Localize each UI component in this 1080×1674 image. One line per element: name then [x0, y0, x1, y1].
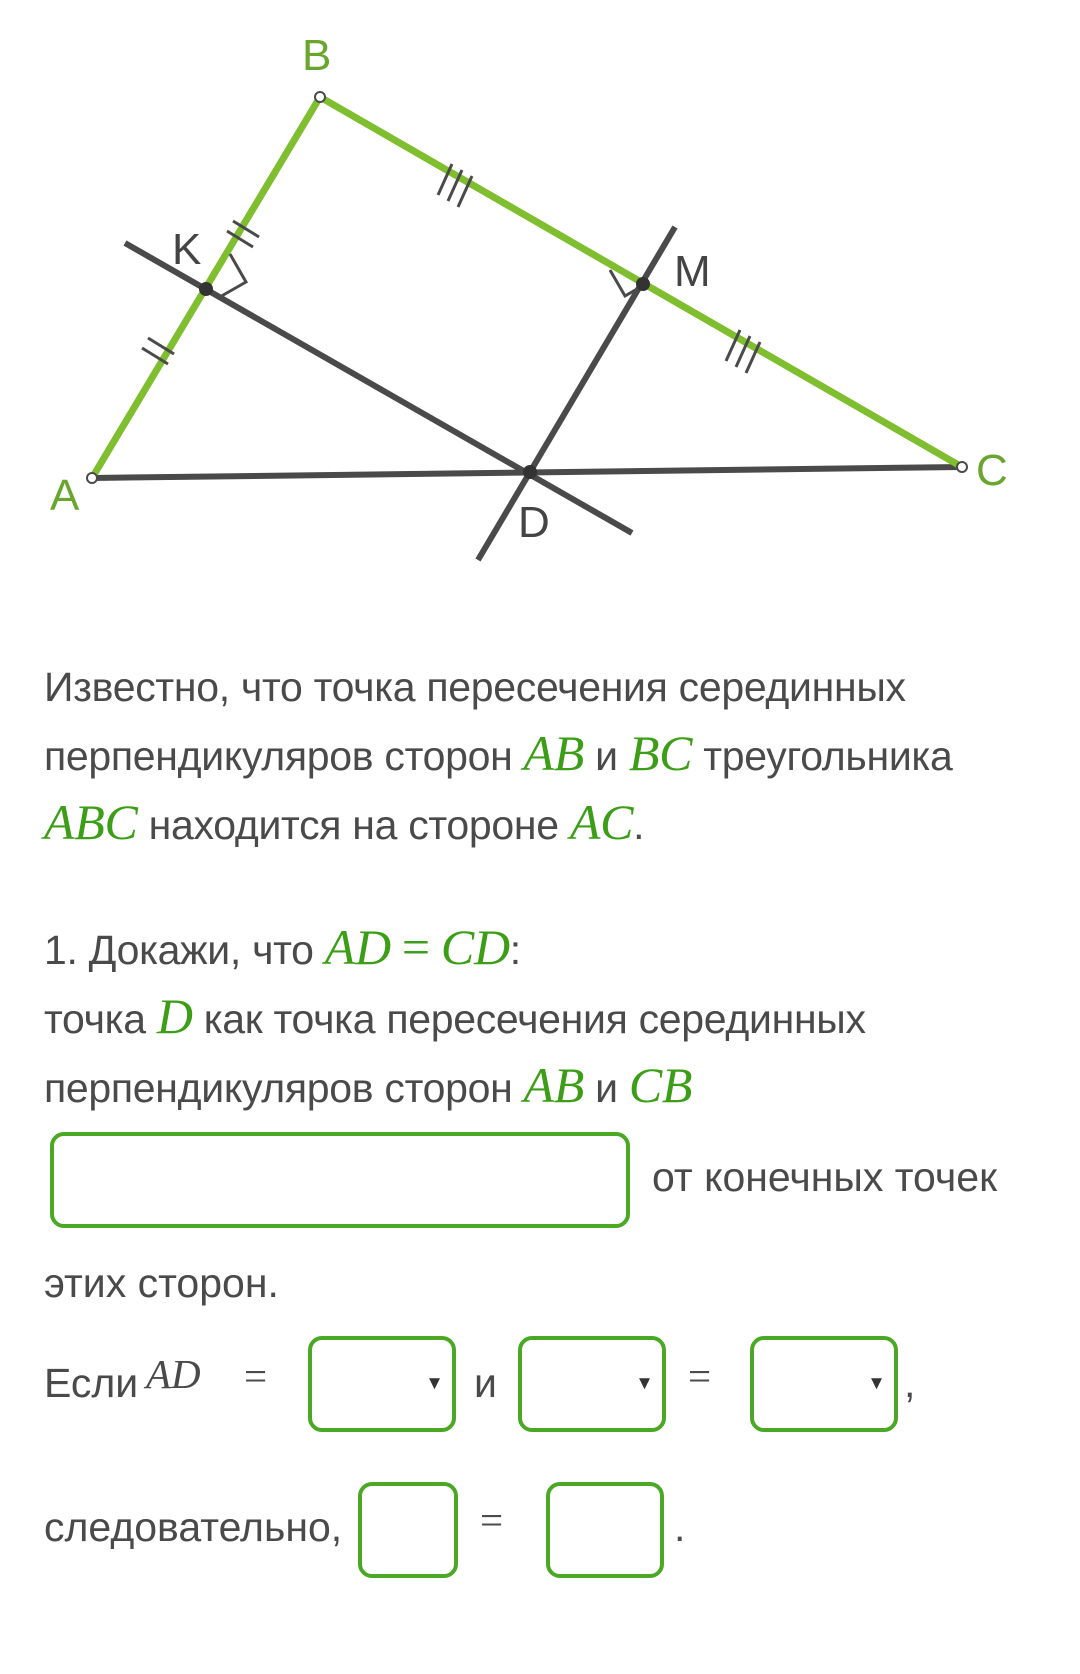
point-k: [199, 282, 213, 296]
therefore-period: .: [674, 1504, 686, 1550]
therefore-eq: =: [480, 1497, 504, 1543]
label-m: M: [674, 247, 711, 296]
tick-marks-ak: [142, 338, 174, 364]
point-b: [315, 92, 325, 102]
intro-line-2: перпендикуляров сторон AB и BC треугольника: [44, 725, 953, 781]
label-a: A: [50, 471, 80, 520]
math-bc: BC: [628, 725, 693, 781]
point-a: [87, 473, 97, 483]
answer-input[interactable]: [50, 1132, 630, 1228]
step1-line-2: точка D как точка пересечения серединных: [44, 988, 866, 1044]
bisector-line-m: [478, 227, 675, 560]
problem-statement: [44, 654, 1044, 858]
chevron-down-icon: ▾: [428, 1369, 440, 1395]
final-box-2[interactable]: [546, 1482, 664, 1578]
select-3[interactable]: [750, 1336, 898, 1432]
step1-line-1: 1. Докажи, что AD = CD:: [44, 919, 521, 975]
if-eq-1: =: [244, 1353, 268, 1399]
final-box-1[interactable]: [358, 1482, 458, 1578]
chevron-down-icon: ▾: [638, 1369, 650, 1395]
select-2[interactable]: [518, 1336, 666, 1432]
step1-line-3: перпендикуляров сторон AB и CB: [44, 1057, 693, 1113]
intro-line-1: Известно, что точка пересечения серединных: [44, 664, 906, 710]
step1-statement: [44, 914, 1044, 1121]
chevron-down-icon: ▾: [870, 1369, 882, 1395]
point-m: [636, 277, 650, 291]
therefore-label: следовательно,: [44, 1504, 343, 1550]
intro-line-3: ABC находится на стороне AC.: [44, 794, 645, 850]
math-abc: ABC: [44, 794, 138, 850]
label-d: D: [518, 498, 550, 547]
select-1[interactable]: [308, 1336, 456, 1432]
if-and: и: [474, 1360, 497, 1406]
triangle-diagram: [0, 0, 1080, 600]
if-ad: AD: [146, 1351, 201, 1397]
if-comma: ,: [904, 1360, 916, 1406]
math-ab: AB: [523, 725, 585, 781]
label-b: B: [302, 31, 332, 80]
if-eq-2: =: [688, 1353, 712, 1399]
after-input-text: от конечных точек: [652, 1154, 998, 1200]
label-c: C: [976, 446, 1008, 495]
math-ac: AC: [569, 794, 634, 850]
label-k: K: [172, 225, 202, 274]
if-label: Если: [44, 1360, 139, 1406]
point-d: [523, 465, 537, 479]
step1-line-5: этих сторон.: [44, 1260, 279, 1306]
point-c: [957, 462, 967, 472]
